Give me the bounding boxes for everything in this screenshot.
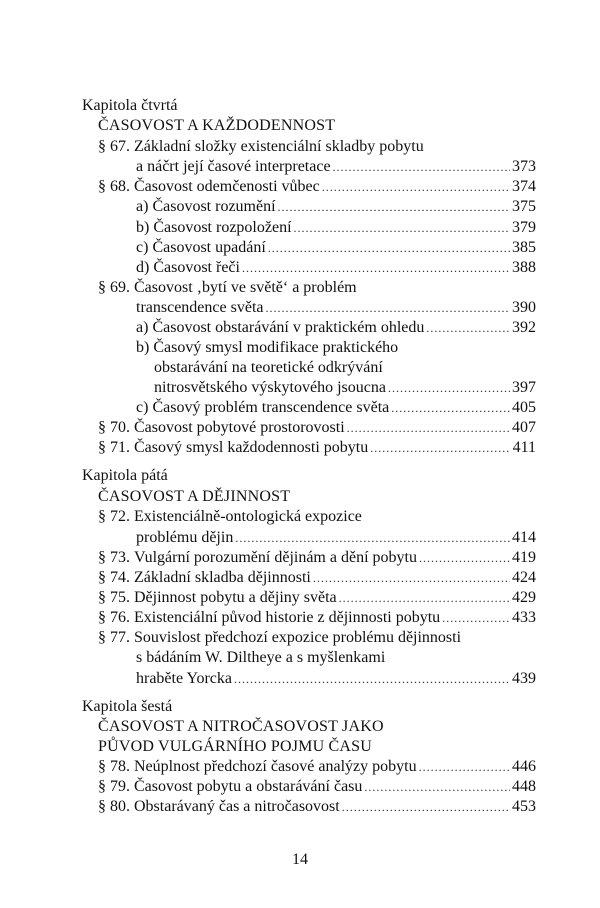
page-ref: 433: [512, 609, 536, 626]
leader-dots: [347, 418, 510, 438]
toc-subentry: [136, 218, 536, 238]
toc-subentry: [136, 338, 536, 358]
page-ref: 453: [512, 798, 536, 815]
page-ref: 374: [512, 178, 536, 195]
leader-dots: [364, 777, 510, 797]
leader-dots: [442, 608, 510, 628]
toc-entry: [98, 137, 518, 157]
page-ref: 397: [512, 379, 536, 396]
toc-entry: [98, 568, 536, 588]
subsection-letter: d): [136, 259, 150, 276]
leader-dots: [322, 177, 510, 197]
entry-text: Časový problém transcendence světa: [152, 399, 390, 416]
entry-text: a náčrt její časové interpretace: [136, 158, 331, 175]
entry-text: nitrosvětského výskytového jsoucna: [154, 379, 386, 396]
page-number: 14: [292, 851, 308, 868]
entry-text: Dějinnost pobytu a dějiny světa: [134, 589, 337, 606]
leader-dots: [234, 669, 510, 689]
section-number: § 67.: [98, 138, 130, 155]
subsection-letter: b): [136, 219, 150, 236]
entry-text: Časovost pobytové prostorovosti: [134, 419, 345, 436]
entry-text: s bádáním W. Diltheye a s myšlenkami: [136, 649, 386, 666]
entry-text: Obstarávaný čas a nitročasovost: [134, 798, 340, 815]
subsection-letter: b): [136, 339, 150, 356]
entry-text: Časovost odemčenosti vůbec: [134, 178, 320, 195]
section-number: § 74.: [98, 569, 130, 586]
entry-text: Časovost rozumění: [152, 198, 276, 215]
leader-dots: [333, 157, 510, 177]
page-ref: 405: [512, 399, 536, 416]
entry-text: Časovost upadání: [152, 239, 266, 256]
section-number: § 73.: [98, 549, 130, 566]
page-ref: 385: [512, 239, 536, 256]
leader-dots: [388, 378, 510, 398]
leader-dots: [268, 238, 510, 258]
entry-text: Časovost řeči: [153, 259, 240, 276]
section-number: § 75.: [98, 589, 130, 606]
page-ref: 439: [512, 670, 536, 687]
toc-entry: [98, 628, 536, 648]
leader-dots: [391, 398, 510, 418]
leader-dots: [313, 568, 510, 588]
toc-subentry: [136, 398, 536, 418]
leader-dots: [242, 258, 510, 278]
chapter-label: Kapitola šestá: [82, 698, 173, 715]
entry-text: Základní skladba dějinnosti: [134, 569, 311, 586]
entry-text: hraběte Yorcka: [136, 670, 232, 687]
toc-subentry: [136, 318, 536, 338]
section-number: § 76.: [98, 609, 130, 626]
entry-text: obstarávání na teoretické odkrývání: [154, 359, 383, 376]
chapter-title: ČASOVOST A NITROČASOVOST JAKO: [98, 718, 384, 735]
entry-text: Souvislost předchozí expozice problému dějinnosti: [134, 629, 462, 646]
toc-entry: [98, 757, 536, 777]
entry-text: Časovost obstarávání v praktickém ohledu: [152, 319, 425, 336]
leader-dots: [370, 438, 510, 458]
page-ref: 373: [512, 158, 536, 175]
entry-text: Časovost ‚bytí ve světě‘ a problém: [134, 279, 357, 296]
page-ref: 429: [512, 589, 536, 606]
toc-entry-continued: [136, 648, 536, 668]
entry-text: Časovost pobytu a obstarávání času: [134, 778, 363, 795]
section-number: § 70.: [98, 419, 130, 436]
section-number: § 78.: [98, 758, 130, 775]
section-number: § 71.: [98, 439, 130, 456]
page-ref: 379: [512, 219, 536, 236]
toc-subentry: [136, 238, 536, 258]
page-ref: 414: [512, 529, 536, 546]
page-ref: 411: [512, 439, 536, 456]
section-number: § 68.: [98, 178, 130, 195]
toc-subentry-continued: [154, 378, 536, 398]
entry-text: Existenciální původ historie z dějinnosti pobytu: [134, 609, 441, 626]
entry-text: Časový smysl každodennosti pobytu: [134, 439, 369, 456]
leader-dots: [278, 197, 510, 217]
toc-entry: [98, 797, 536, 817]
subsection-letter: a): [136, 319, 149, 336]
leader-dots: [419, 548, 510, 568]
entry-text: transcendence světa: [136, 299, 264, 316]
entry-text: problému dějin: [136, 529, 234, 546]
page-ref: 448: [512, 778, 536, 795]
toc-entry: [98, 507, 518, 527]
section-number: § 77.: [98, 629, 130, 646]
section-number: § 72.: [98, 508, 130, 525]
chapter-label: Kapitola čtvrtá: [82, 97, 178, 114]
toc-entry: [98, 777, 536, 797]
toc-entry-continued: [136, 669, 536, 689]
leader-dots: [339, 588, 510, 608]
page-ref: 419: [512, 549, 536, 566]
entry-text: Neúplnost předchozí časové analýzy pobytu: [134, 758, 417, 775]
entry-text: Existenciálně-ontologická expozice: [134, 508, 362, 525]
page-ref: 375: [512, 198, 536, 215]
section-number: § 69.: [98, 279, 130, 296]
entry-text: Vulgární porozumění dějinám a dění pobytu: [134, 549, 417, 566]
chapter-title-continued: PŮVOD VULGÁRNÍHO POJMU ČASU: [98, 738, 373, 755]
toc-entry: [98, 588, 536, 608]
leader-dots: [342, 797, 510, 817]
subsection-letter: c): [136, 239, 149, 256]
toc-entry: [98, 418, 536, 438]
subsection-letter: a): [136, 198, 149, 215]
leader-dots: [265, 298, 510, 318]
toc-entry: [98, 548, 536, 568]
chapter-title: ČASOVOST A DĚJINNOST: [98, 488, 291, 505]
page-ref: 392: [512, 319, 536, 336]
leader-dots: [426, 318, 510, 338]
subsection-letter: c): [136, 399, 149, 416]
toc-entry: [98, 438, 536, 458]
toc-entry-continued: [136, 528, 536, 548]
leader-dots: [419, 757, 510, 777]
chapter-title: ČASOVOST A KAŽDODENNOST: [98, 117, 336, 134]
toc-entry: [98, 608, 536, 628]
leader-dots: [235, 528, 510, 548]
toc-subentry: [136, 258, 536, 278]
section-number: § 79.: [98, 778, 130, 795]
toc-subentry-continued: [154, 358, 534, 378]
chapter-label: Kapitola pátá: [82, 467, 168, 484]
toc-entry: [98, 177, 536, 197]
toc-entry-continued: [136, 298, 536, 318]
page-ref: 390: [512, 299, 536, 316]
entry-text: Základní složky existenciální skladby pobytu: [134, 138, 424, 155]
leader-dots: [294, 218, 510, 238]
page-ref: 388: [512, 259, 536, 276]
toc-entry-continued: [136, 157, 536, 177]
page-ref: 407: [512, 419, 536, 436]
toc-entry: [98, 278, 518, 298]
section-number: § 80.: [98, 798, 130, 815]
toc-subentry: [136, 197, 536, 217]
entry-text: Časovost rozpoložení: [153, 219, 292, 236]
page-ref: 424: [512, 569, 536, 586]
entry-text: Časový smysl modifikace praktického: [153, 339, 399, 356]
page-ref: 446: [512, 758, 536, 775]
